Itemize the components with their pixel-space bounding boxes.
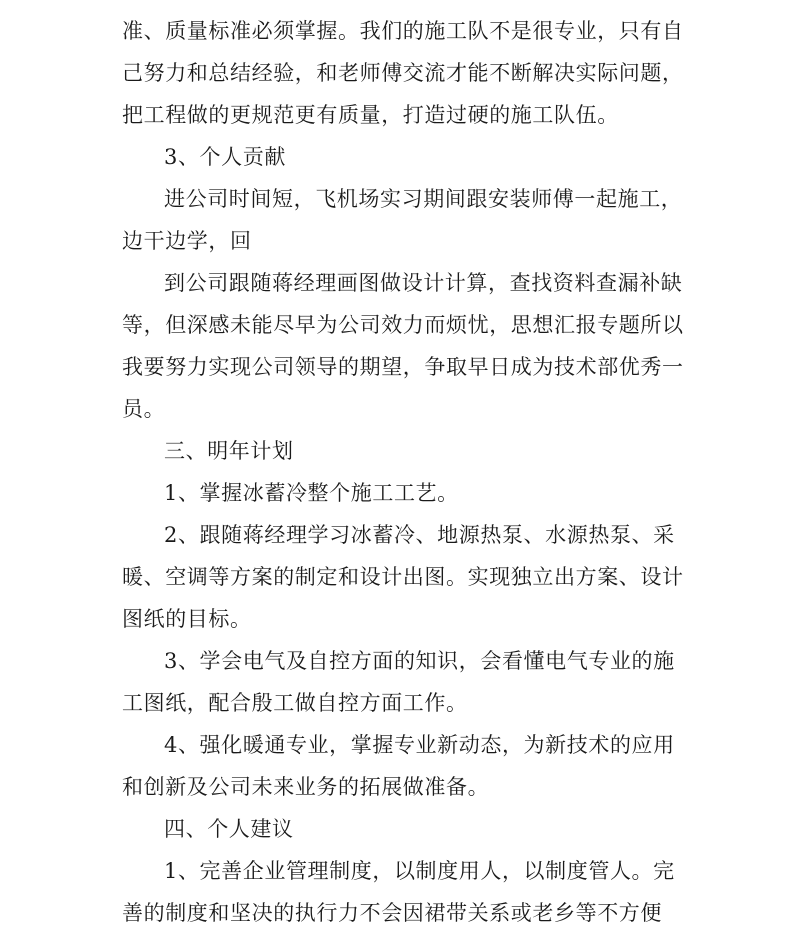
list-item: 2、跟随蒋经理学习冰蓄冷、地源热泵、水源热泵、采 (164, 523, 675, 547)
text-line: 己努力和总结经验，和老师傅交流才能不断解决实际问题， (122, 61, 684, 85)
section-heading: 3、个人贡献 (164, 145, 286, 169)
list-item: 1、掌握冰蓄冷整个施工工艺。 (164, 481, 459, 505)
section-heading: 三、明年计划 (164, 439, 294, 463)
text-line: 工图纸，配合殷工做自控方面工作。 (122, 691, 468, 715)
text-line: 进公司时间短，飞机场实习期间跟安装师傅一起施工， (164, 187, 683, 211)
list-item: 3、学会电气及自控方面的知识，会看懂电气专业的施 (164, 649, 675, 673)
text-line: 员。 (122, 397, 166, 421)
text-line: 到公司跟随蒋经理画图做设计计算，查找资料查漏补缺 (164, 271, 683, 295)
text-line: 等，但深感未能尽早为公司效力而烦忧，思想汇报专题所以 (122, 313, 684, 337)
list-item: 4、强化暖通专业，掌握专业新动态，为新技术的应用 (164, 733, 675, 757)
text-line: 边干边学，回 (122, 229, 252, 253)
text-line: 我要努力实现公司领导的期望，争取早日成为技术部优秀一 (122, 355, 684, 379)
text-line: 善的制度和坚决的执行力不会因裙带关系或老乡等不方便 (122, 901, 662, 925)
section-heading: 四、个人建议 (164, 817, 294, 841)
list-item: 1、完善企业管理制度，以制度用人，以制度管人。完 (164, 859, 675, 883)
text-line: 准、质量标准必须掌握。我们的施工队不是很专业，只有自 (122, 19, 684, 43)
text-line: 把工程做的更规范更有质量，打造过硬的施工队伍。 (122, 103, 619, 127)
text-line: 图纸的目标。 (122, 607, 252, 631)
text-line: 和创新及公司未来业务的拓展做准备。 (122, 775, 490, 799)
text-line: 暖、空调等方案的制定和设计出图。实现独立出方案、设计 (122, 565, 684, 589)
